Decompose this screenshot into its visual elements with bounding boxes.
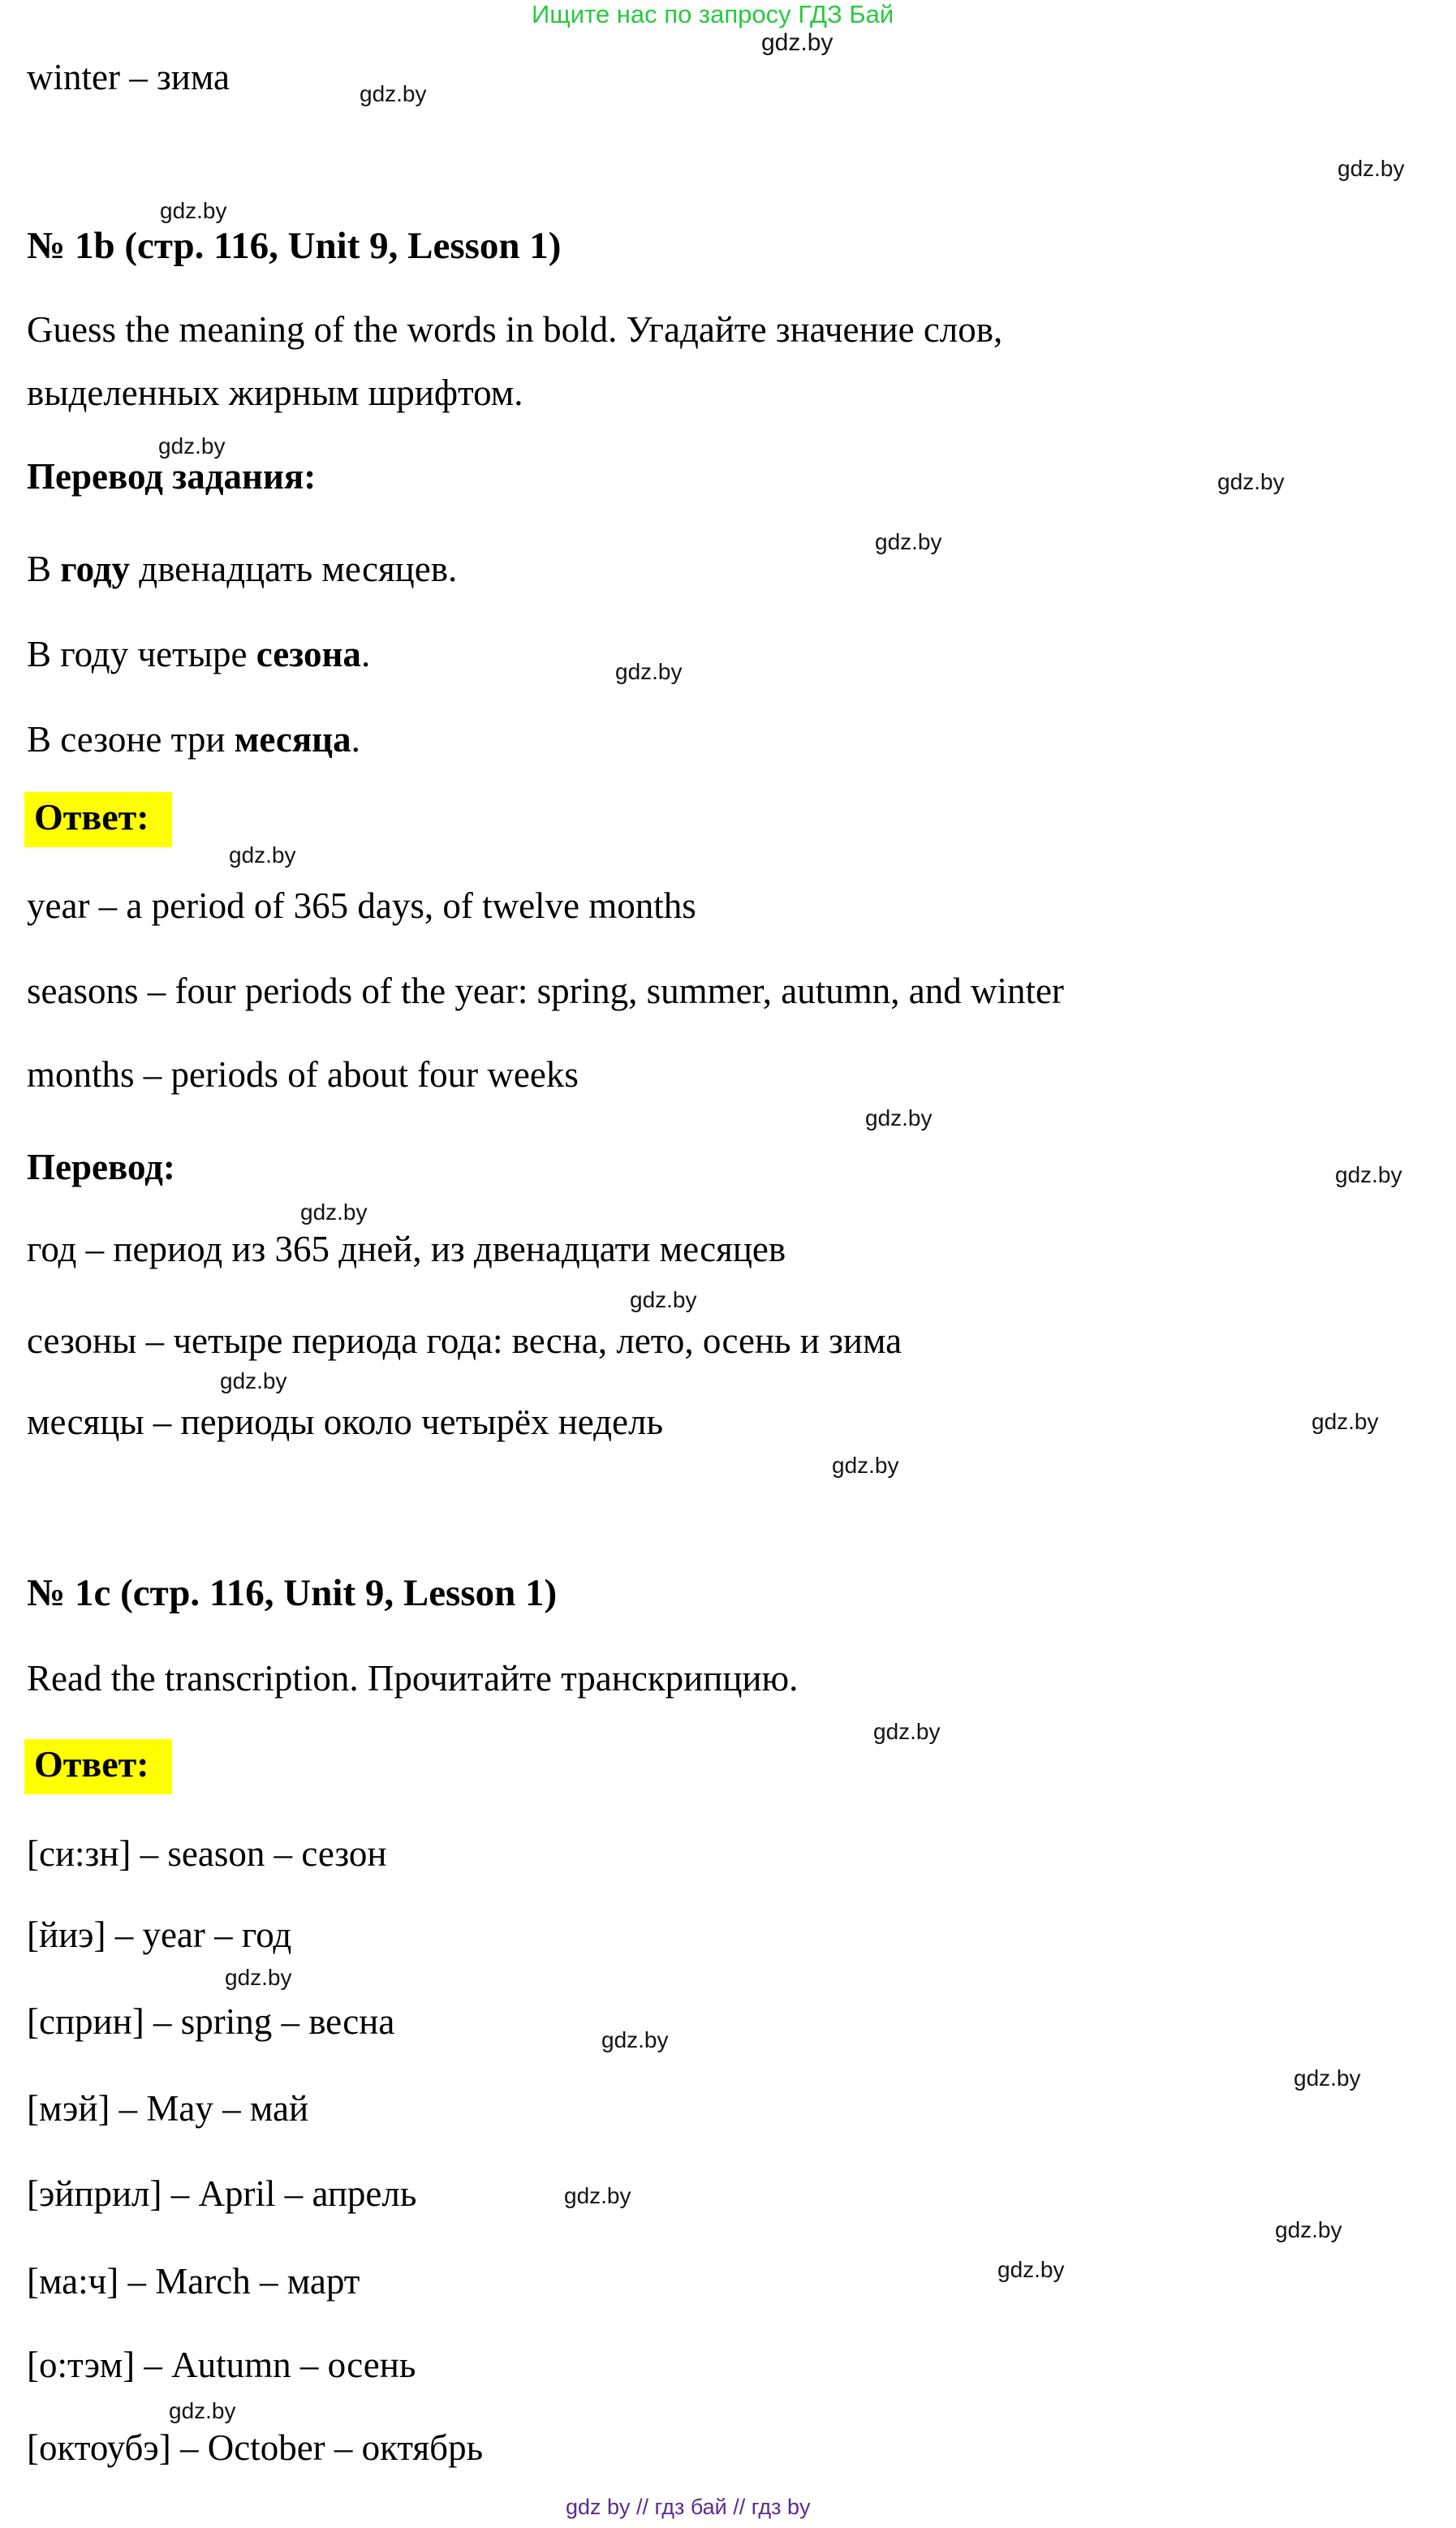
gdz-watermark: gdz.by bbox=[761, 29, 834, 56]
task-1b-instruction-line2: выделенных жирным шрифтом. bbox=[27, 373, 523, 413]
translation-line: месяцы – периоды около четырёх недель bbox=[27, 1402, 664, 1442]
vocab-line: winter – зима bbox=[27, 57, 230, 97]
sentence-post: . bbox=[360, 634, 371, 674]
answer-line: months – periods of about four weeks bbox=[27, 1054, 579, 1095]
answer-line: seasons – four periods of the year: spring, summer, autumn, and winter bbox=[27, 971, 1064, 1011]
gdz-watermark: gdz.by bbox=[1312, 1409, 1379, 1434]
gdz-watermark: gdz.by bbox=[1335, 1162, 1402, 1187]
translation-line: год – период из 365 дней, из двенадцати месяцев bbox=[27, 1229, 786, 1269]
promo-banner-text: Ищите нас по запросу ГДЗ Бай bbox=[532, 0, 894, 28]
sentence-bold-word: году bbox=[60, 549, 131, 589]
task-sentence bbox=[27, 549, 457, 591]
transcription-line: [ма:ч] – March – март bbox=[27, 2261, 360, 2302]
gdz-watermark: gdz.by bbox=[865, 1105, 933, 1130]
transcription-line: [о:тэм] – Autumn – осень bbox=[27, 2345, 416, 2385]
sentence-pre: В сезоне три bbox=[27, 719, 235, 760]
transcription-line: [эйприл] – April – апрель bbox=[27, 2173, 417, 2214]
task-1b-heading: № 1b (стр. 116, Unit 9, Lesson 1) bbox=[27, 225, 562, 267]
sentence-pre: В году четыре bbox=[27, 634, 256, 674]
answer-label: Ответ: bbox=[24, 1739, 172, 1794]
gdz-watermark: gdz.by bbox=[220, 1368, 287, 1393]
gdz-watermark: gdz.by bbox=[160, 198, 227, 223]
translation-task-label: Перевод задания: bbox=[27, 456, 317, 497]
transcription-line: [сприн] – spring – весна bbox=[27, 2001, 395, 2042]
footer-site-line: gdz by // гдз бай // гдз by bbox=[566, 2495, 811, 2519]
answer-line: year – a period of 365 days, of twelve months bbox=[27, 885, 696, 926]
gdz-watermark: gdz.by bbox=[300, 1199, 368, 1225]
sentence-bold-word: месяца bbox=[234, 719, 351, 760]
task-sentence bbox=[27, 634, 370, 676]
gdz-watermark: gdz.by bbox=[1275, 2217, 1342, 2242]
task-1b-instruction-line1: Guess the meaning of the words in bold. Угадайте значение слов, bbox=[27, 309, 1003, 350]
transcription-line: [си:зн] – season – сезон bbox=[27, 1833, 387, 1874]
transcription-line: [мэй] – May – май bbox=[27, 2088, 309, 2129]
gdz-watermark: gdz.by bbox=[615, 659, 683, 684]
sentence-post: . bbox=[351, 719, 360, 760]
sentence-pre: В bbox=[27, 549, 61, 589]
task-sentence bbox=[27, 719, 360, 761]
gdz-watermark: gdz.by bbox=[564, 2183, 631, 2208]
gdz-watermark: gdz.by bbox=[360, 81, 427, 106]
sentence-post: двенадцать месяцев. bbox=[130, 549, 458, 589]
transcription-line: [йиэ] – year – год bbox=[27, 1914, 292, 1955]
task-1c-instruction: Read the transcription. Прочитайте транскрипцию. bbox=[27, 1658, 799, 1699]
gdz-watermark: gdz.by bbox=[1217, 469, 1285, 494]
gdz-watermark: gdz.by bbox=[169, 2398, 236, 2423]
gdz-watermark: gdz.by bbox=[158, 433, 226, 459]
translation-heading: Перевод: bbox=[27, 1147, 175, 1187]
transcription-line: [октоубэ] – October – октябрь bbox=[27, 2427, 484, 2468]
gdz-watermark: gdz.by bbox=[601, 2027, 669, 2052]
gdz-watermark: gdz.by bbox=[1338, 156, 1405, 181]
gdz-watermark: gdz.by bbox=[832, 1453, 899, 1478]
gdz-watermark: gdz.by bbox=[229, 842, 296, 868]
sentence-bold-word: сезона bbox=[256, 634, 361, 674]
translation-line: сезоны – четыре периода года: весна, лето, осень и зима bbox=[27, 1320, 902, 1361]
gdz-watermark: gdz.by bbox=[225, 1965, 292, 1990]
gdz-watermark: gdz.by bbox=[997, 2257, 1065, 2282]
gdz-watermark: gdz.by bbox=[875, 529, 942, 554]
gdz-watermark: gdz.by bbox=[1294, 2065, 1361, 2091]
task-1c-heading: № 1c (стр. 116, Unit 9, Lesson 1) bbox=[27, 1572, 558, 1614]
answer-label: Ответ: bbox=[24, 792, 172, 847]
gdz-watermark: gdz.by bbox=[630, 1287, 697, 1312]
gdz-watermark: gdz.by bbox=[873, 1719, 941, 1744]
